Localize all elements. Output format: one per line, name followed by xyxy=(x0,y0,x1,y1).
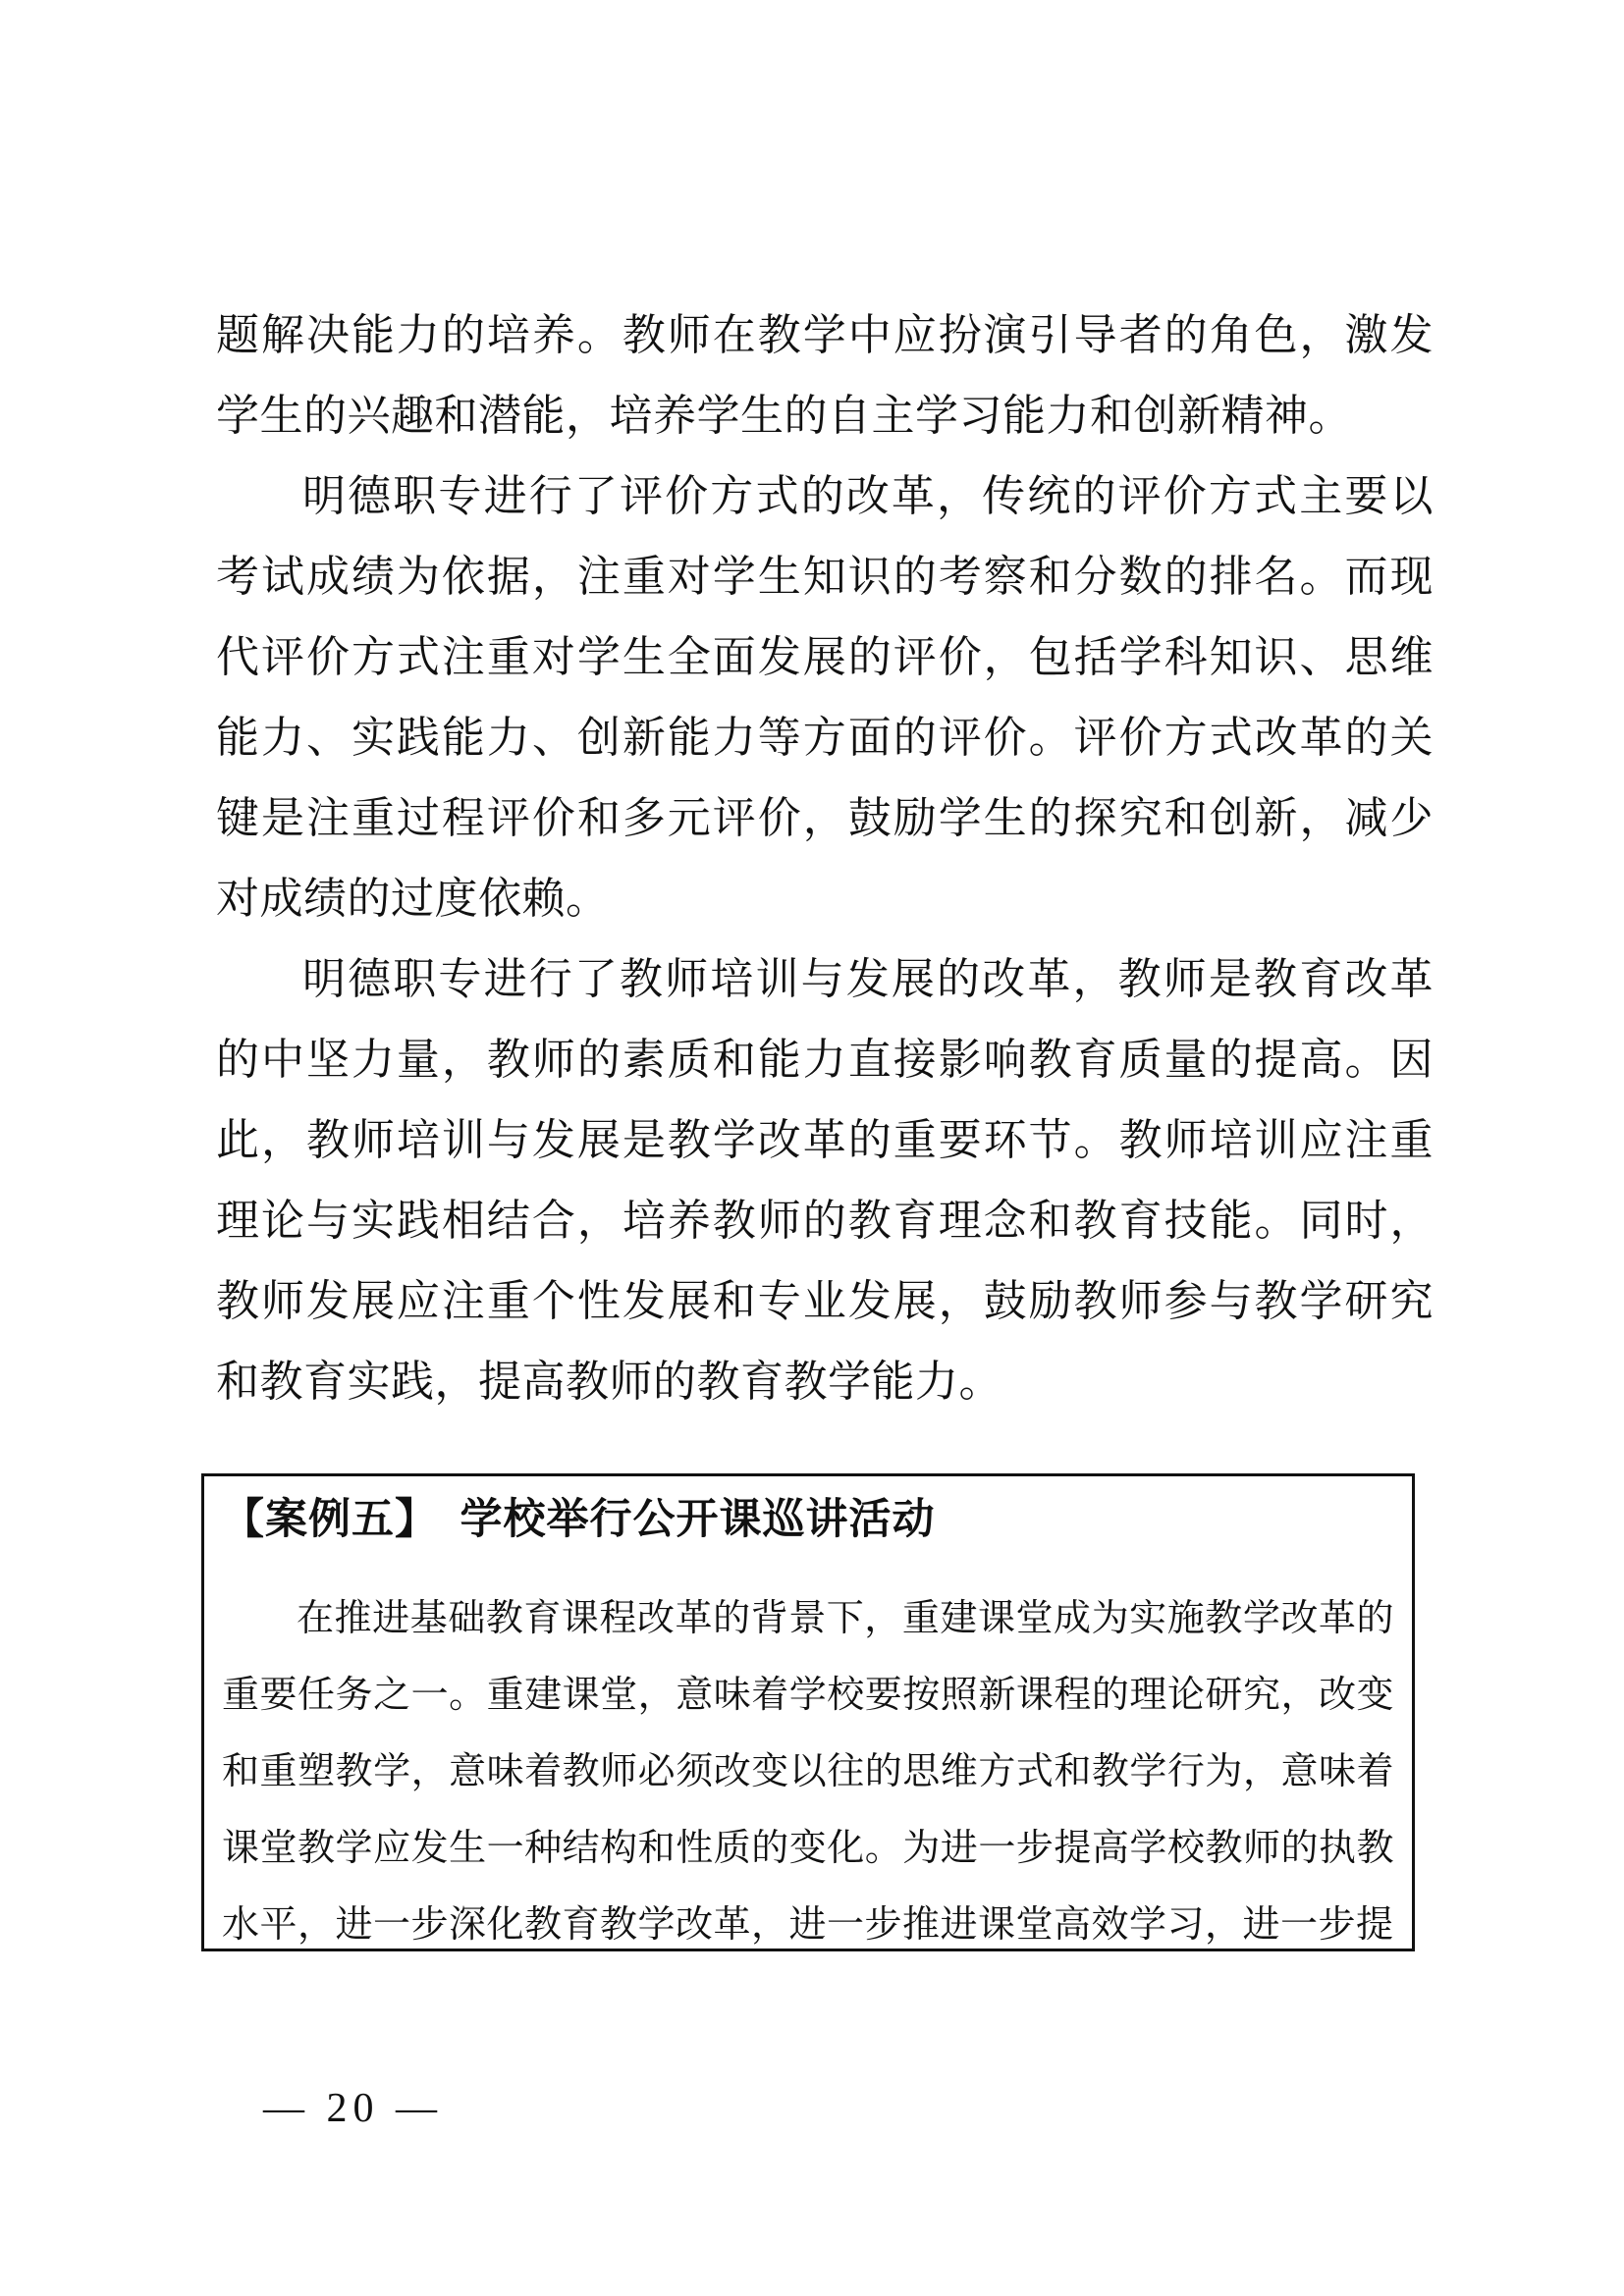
case-box-body: 在推进基础教育课程改革的背景下，重建课堂成为实施教学改革的重要任务之一。重建课堂，意味着学校要按照新课程的理论研究，改变和重塑教学，意味着教师必须改变以往的思维方式和教学行为，意味着课堂教学应发生一种结构和性质的变化。为进一步提高学校教师的执教水平，进一步深化教育教学改革，进一步推进课堂高效学习，进一步提 xyxy=(222,1598,1394,1946)
paragraph-evaluation-reform: 明德职专进行了评价方式的改革，传统的评价方式主要以考试成绩为依据，注重对学生知识的考察和分数的排名。而现代评价方式注重对学生全面发展的评价，包括学科知识、思维能力、实践能力、创新能力等方面的评价。评价方式改革的关键是注重过程评价和多元评价，鼓励学生的探究和创新，减少对成绩的过度依赖。 xyxy=(216,472,1434,923)
paragraph-teacher-training-reform: 明德职专进行了教师培训与发展的改革，教师是教育改革的中坚力量，教师的素质和能力直接影响教育质量的提高。因此，教师培训与发展是教学改革的重要环节。教师培训应注重理论与实践相结合，培养教师的教育理念和教育技能。同时，教师发展应注重个性发展和专业发展，鼓励教师参与教学研究和教育实践，提高教师的教育教学能力。 xyxy=(216,955,1434,1406)
case-study-box xyxy=(201,1473,1415,1951)
main-text-block xyxy=(216,295,1434,1422)
page-number: — 20 — xyxy=(263,2086,443,2131)
paragraph-continuation: 题解决能力的培养。教师在教学中应扮演引导者的角色，激发学生的兴趣和潜能，培养学生的自主学习能力和创新精神。 xyxy=(216,311,1434,440)
case-box-title: 【案例五】 学校举行公开课巡讲活动 xyxy=(222,1497,936,1543)
